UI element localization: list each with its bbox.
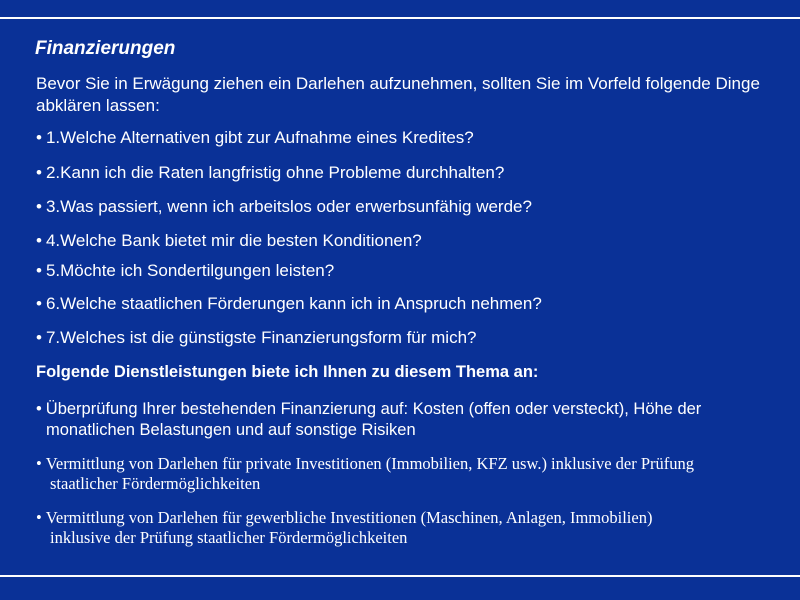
bullet-icon: • <box>36 454 42 473</box>
service-item <box>36 454 786 494</box>
question-item <box>36 260 334 282</box>
service-item <box>36 508 786 548</box>
bullet-icon: • <box>36 400 42 418</box>
bullet-icon: • <box>36 163 42 182</box>
bottom-divider <box>0 575 800 577</box>
service-item <box>36 399 786 441</box>
question-item <box>36 196 532 218</box>
question-item <box>36 162 504 184</box>
question-text: 1.Welche Alternativen gibt zur Aufnahme eines Kredites? <box>45 128 474 147</box>
question-text: 2.Kann ich die Raten langfristig ohne Probleme durchhalten? <box>45 163 505 182</box>
question-text: 4.Welche Bank bietet mir die besten Konditionen? <box>45 231 422 250</box>
bullet-icon: • <box>36 294 42 313</box>
service-text-line1: Vermittlung von Darlehen für private Investitionen (Immobilien, KFZ usw.) inklusive der Prüfung <box>45 454 695 473</box>
top-divider <box>0 17 800 19</box>
services-heading: Folgende Dienstleistungen biete ich Ihnen zu diesem Thema an: <box>36 363 539 381</box>
service-text-line2: monatlichen Belastungen und auf sonstige Risiken <box>46 421 416 439</box>
page-title: Finanzierungen <box>35 38 176 59</box>
bullet-icon: • <box>36 261 42 280</box>
bullet-icon: • <box>36 128 42 147</box>
service-text-line2: staatlicher Fördermöglichkeiten <box>50 474 261 493</box>
question-text: 3.Was passiert, wenn ich arbeitslos oder erwerbsunfähig werde? <box>45 197 532 216</box>
question-item <box>36 327 477 349</box>
bullet-icon: • <box>36 328 42 347</box>
question-item <box>36 230 422 252</box>
question-text: 6.Welche staatlichen Förderungen kann ich in Anspruch nehmen? <box>45 294 542 313</box>
service-text-line1: Vermittlung von Darlehen für gewerbliche Investitionen (Maschinen, Anlagen, Immobilien) <box>45 508 653 527</box>
question-item <box>36 293 542 315</box>
service-text-line1: Überprüfung Ihrer bestehenden Finanzierung auf: Kosten (offen oder versteckt), Höhe der <box>45 400 702 418</box>
question-text: 5.Möchte ich Sondertilgungen leisten? <box>45 261 335 280</box>
question-text: 7.Welches ist die günstigste Finanzierungsform für mich? <box>45 328 477 347</box>
bullet-icon: • <box>36 197 42 216</box>
bullet-icon: • <box>36 508 42 527</box>
question-item <box>36 127 474 149</box>
intro-text: Bevor Sie in Erwägung ziehen ein Darlehen aufzunehmen, sollten Sie im Vorfeld folgende Dinge abklären lassen: <box>36 74 760 115</box>
service-text-line2: inklusive der Prüfung staatlicher Fördermöglichkeiten <box>50 528 408 547</box>
bullet-icon: • <box>36 231 42 250</box>
